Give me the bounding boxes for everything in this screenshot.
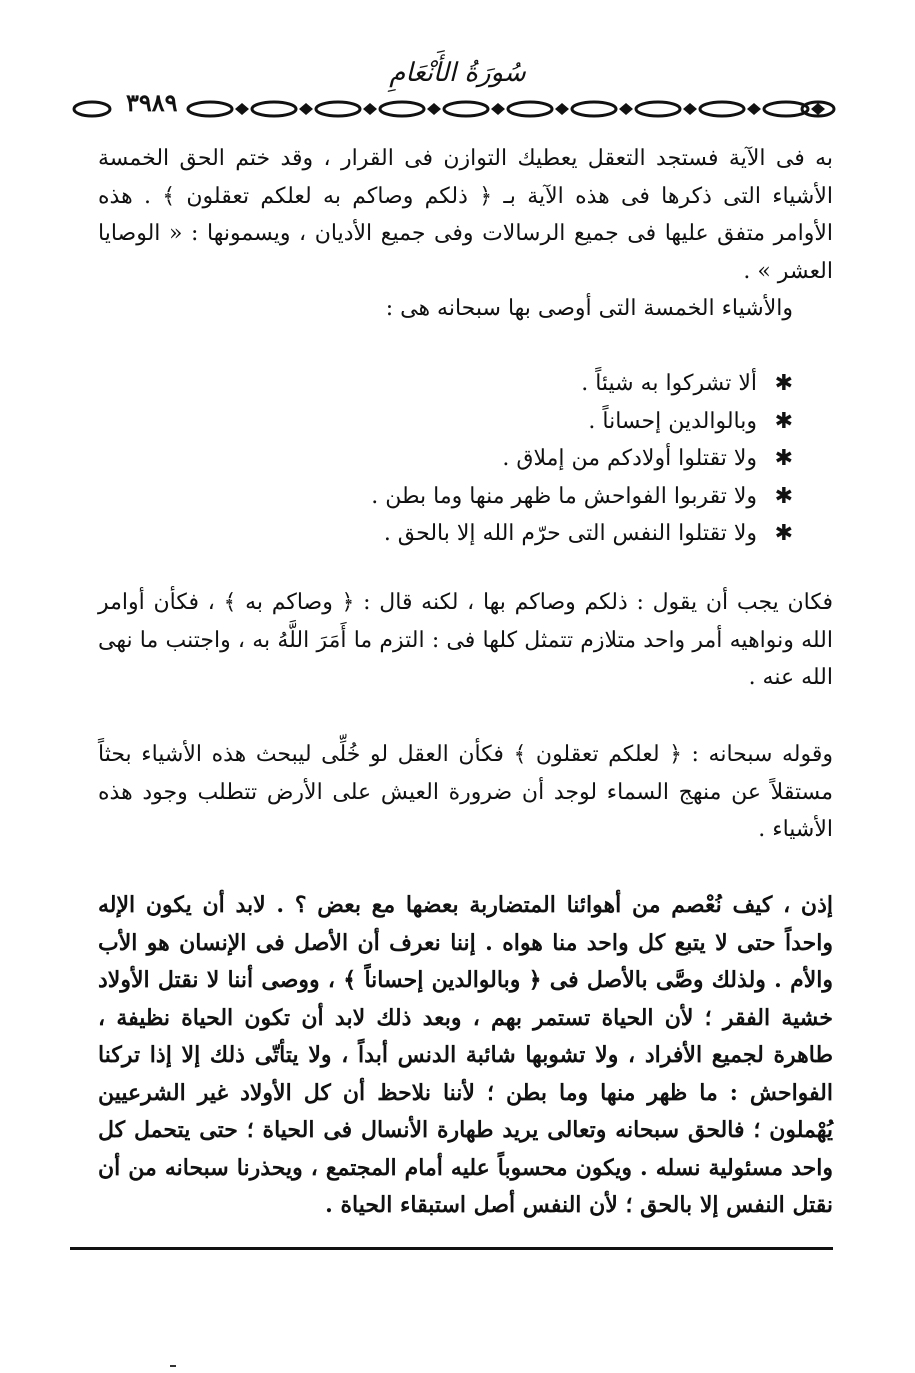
decorative-border xyxy=(70,94,838,124)
diamond-icon xyxy=(299,103,313,115)
diamond-icon xyxy=(235,103,249,115)
asterisk-icon: ✱ xyxy=(774,371,793,396)
paragraph-4: وقوله سبحانه : ﴿ لعلكم تعقلون ﴾ فكأن العقل لو خُلِّى ليبحث هذه الأشياء بحثاً مستقلاً عن منهج السماء لوجد أن ضرورة العيش على الأرض تتطلب وجود هذه الأشياء . xyxy=(98,742,833,842)
list-item-text: ولا تقربوا الفواحش ما ظهر منها وما بطن . xyxy=(371,483,757,509)
chain-link-icon xyxy=(636,102,680,116)
diamond-icon xyxy=(363,103,377,115)
chain-link-icon xyxy=(252,102,296,116)
chain-link-icon xyxy=(188,102,232,116)
paragraph-2: والأشياء الخمسة التى أوصى بها سبحانه هى : xyxy=(385,296,793,321)
commandments-list xyxy=(193,365,793,553)
chain-link-icon xyxy=(572,102,616,116)
diamond-icon xyxy=(555,103,569,115)
surah-title: سُورَةُ الأَنْعَامِ xyxy=(389,58,526,88)
bottom-divider xyxy=(70,1247,833,1250)
chain-link-icon xyxy=(444,102,488,116)
asterisk-icon: ✱ xyxy=(774,408,793,434)
list-item-text: وبالوالدين إحساناً . xyxy=(588,408,757,434)
diamond-icon xyxy=(747,103,761,115)
diamond-icon xyxy=(683,103,697,115)
list-item xyxy=(193,403,793,441)
chain-link-icon xyxy=(74,102,110,116)
asterisk-icon: ✱ xyxy=(774,446,793,471)
list-item xyxy=(193,440,793,478)
asterisk-icon: ✱ xyxy=(774,521,793,546)
list-item xyxy=(193,365,793,403)
list-item-text: ولا تقتلوا النفس التى حرّم الله إلا بالحق . xyxy=(383,521,757,546)
diamond-icon xyxy=(811,103,825,115)
list-item xyxy=(193,478,793,516)
list-item-text: ألا تشركوا به شيئاً . xyxy=(581,371,757,396)
asterisk-icon: ✱ xyxy=(774,483,793,509)
print-speck xyxy=(170,1365,176,1367)
diamond-icon xyxy=(491,103,505,115)
paragraph-3: فكان يجب أن يقول : ذلكم وصاكم بها ، لكنه قال : ﴿ وصاكم به ﴾ ، فكأن أوامر الله ونواهيه أمر واحد متلازم تتمثل كلها فى : التزم ما أَمَرَ اللَّهُ به ، واجتنب ما نهى الله عنه . xyxy=(98,590,833,690)
diamond-icon xyxy=(619,103,633,115)
list-item xyxy=(193,515,793,553)
chain-ornament-icon xyxy=(70,94,838,124)
chain-link-icon xyxy=(508,102,552,116)
chain-link-icon xyxy=(700,102,744,116)
diamond-icon xyxy=(427,103,441,115)
list-item-text: ولا تقتلوا أولادكم من إملاق . xyxy=(502,446,757,471)
paragraph-5: إذن ، كيف نُعْصم من أهوائنا المتضاربة بعضها مع بعض ؟ . لابد أن يكون الإله واحداً حتى لا يتبع كل واحد منا هواه . إننا نعرف أن الأصل فى الإنسان هو الأب والأم . ولذلك وصَّى بالأصل فى ﴿ وبالوالدين إحساناً ﴾ ، ووصى أننا لا نقتل الأولاد خشية الفقر ؛ لأن الحياة تستمر بهم ، وبعد ذلك لابد أن تكون الحياة نظيفة ، طاهرة لجميع الأفراد ، ولا تشوبها شائبة الدنس أبداً ، ولا يتأتّى ذلك إلا إذا تركنا الفواحش : ما ظهر منها وما بطن ؛ لأننا نلاحظ أن كل الأولاد غير الشرعيين يُهْملون ؛ فالحق سبحانه وتعالى يريد طهارة الأنسال فى الحياة ؛ حتى يتحمل كل واحد مسئولية نسله . ويكون محسوباً عليه أمام المجتمع ، ويحذرنا سبحانه من أن نقتل النفس إلا بالحق ؛ لأن النفس أصل استبقاء الحياة . xyxy=(98,892,833,1218)
chain-link-icon xyxy=(316,102,360,116)
chain-link-icon xyxy=(380,102,424,116)
paragraph-1: به فى الآية فستجد التعقل يعطيك التوازن فى القرار ، وقد ختم الحق الخمسة الأشياء التى ذكرها فى هذه الآية بـ ﴿ ذلكم وصاكم به لعلكم تعقلون ﴾ . هذه الأوامر متفق عليها فى جميع الرسالات وفى جميع الأديان ، ويسمونها : « الوصايا العشر » . xyxy=(98,146,833,284)
page-number: ٣٩٨٩ xyxy=(122,88,182,117)
